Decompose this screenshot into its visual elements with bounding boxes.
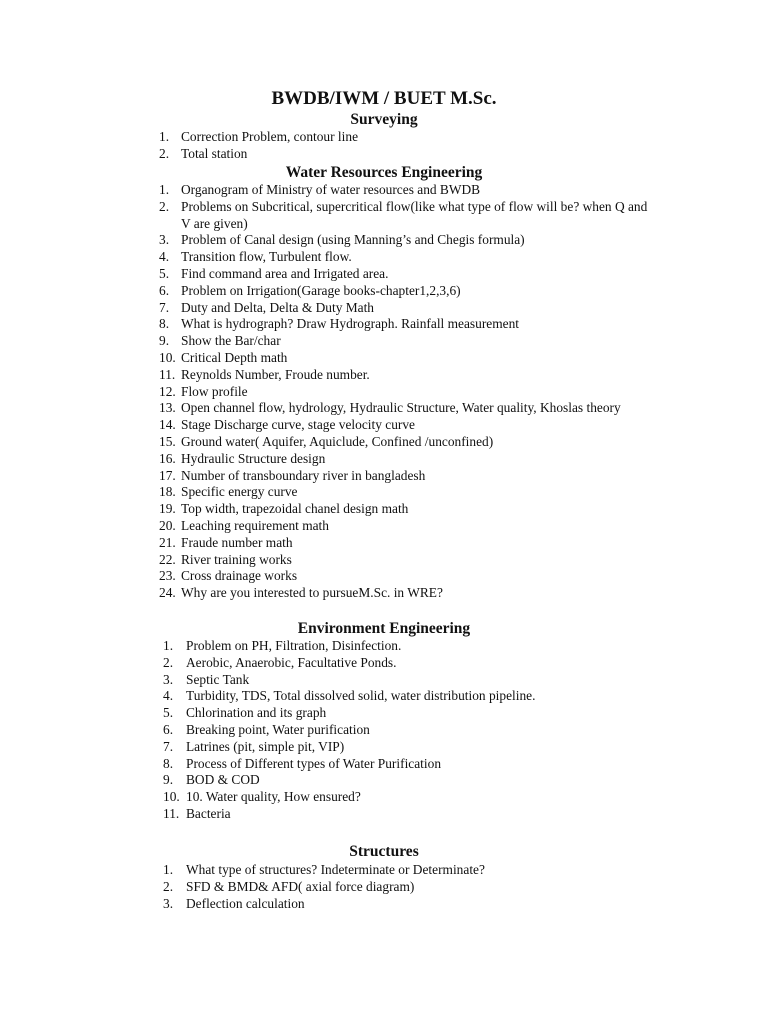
- section-heading-structures: Structures: [349, 843, 419, 860]
- item-text: Process of Different types of Water Purification: [186, 755, 442, 771]
- list-item: [159, 232, 649, 249]
- item-text: Deflection calculation: [186, 895, 305, 911]
- section-heading-environment: Environment Engineering: [297, 620, 471, 637]
- list-item: [159, 283, 649, 300]
- item-text: Aerobic, Anaerobic, Facultative Ponds.: [186, 654, 397, 670]
- list-item: [163, 722, 613, 739]
- item-text: Transition flow, Turbulent flow.: [181, 249, 352, 265]
- list-item: [159, 249, 649, 266]
- item-text: Problem on Irrigation(Garage books-chapter1,2,3,6): [181, 282, 461, 298]
- list-item: [159, 501, 649, 518]
- list-item: [159, 484, 649, 501]
- item-number: 19.: [159, 501, 176, 517]
- list-item: [163, 806, 613, 823]
- item-number: 16.: [159, 450, 176, 466]
- section-heading-water-resources: Water Resources Engineering: [285, 164, 483, 181]
- item-number: 1.: [159, 182, 170, 197]
- list-item: [159, 535, 649, 552]
- item-number: 3.: [159, 232, 170, 248]
- item-text: Show the Bar/char: [181, 333, 281, 349]
- item-number: 2.: [163, 654, 174, 670]
- item-text: Problems on Subcritical, supercritical flow(like what type of flow will be? when Q and V are given): [181, 198, 648, 231]
- item-text: Duty and Delta, Delta & Duty Math: [181, 299, 375, 315]
- list-item: [159, 333, 649, 350]
- item-text: Top width, trapezoidal chanel design math: [181, 501, 409, 517]
- item-number: 22.: [159, 551, 176, 567]
- item-number: 2.: [163, 878, 174, 894]
- item-number: 23.: [159, 568, 176, 584]
- list-item: [159, 199, 649, 233]
- item-text: Hydraulic Structure design: [181, 450, 326, 466]
- list-item: [163, 739, 613, 756]
- item-number: 7.: [159, 299, 170, 315]
- item-number: 15.: [159, 433, 176, 449]
- item-text: Why are you interested to pursueM.Sc. in WRE?: [181, 585, 443, 601]
- item-text: Open channel flow, hydrology, Hydraulic Structure, Water quality, Khoslas theory: [181, 400, 621, 416]
- item-text: Flow profile: [181, 383, 248, 399]
- list-item: [159, 552, 649, 569]
- list-item: [163, 879, 613, 896]
- item-number: 8.: [163, 755, 174, 771]
- item-text: SFD & BMD& AFD( axial force diagram): [186, 878, 415, 894]
- item-number: 14.: [159, 417, 176, 433]
- list-item: [159, 585, 649, 602]
- list-item: [159, 417, 649, 434]
- item-text: Fraude number math: [181, 534, 293, 550]
- item-number: 1.: [159, 129, 170, 144]
- item-number: 6.: [159, 282, 170, 298]
- list-item: [163, 638, 613, 655]
- list-item: [163, 896, 613, 913]
- item-text: Correction Problem, contour line: [181, 129, 359, 144]
- item-text: Turbidity, TDS, Total dissolved solid, water distribution pipeline.: [186, 688, 536, 704]
- item-number: 10.: [159, 349, 176, 365]
- item-text: What type of structures? Indeterminate or Determinate?: [186, 862, 485, 877]
- item-text: Bacteria: [186, 805, 231, 821]
- list-item: [163, 688, 613, 705]
- document-title: BWDB/IWM / BUET M.Sc.: [271, 88, 497, 109]
- item-text: 10. Water quality, How ensured?: [186, 789, 361, 805]
- item-text: Total station: [181, 145, 248, 161]
- item-number: 6.: [163, 721, 174, 737]
- item-text: Number of transboundary river in bangladesh: [181, 467, 426, 483]
- item-number: 1.: [163, 638, 174, 653]
- item-text: Leaching requirement math: [181, 517, 329, 533]
- item-number: 9.: [163, 772, 174, 788]
- item-number: 5.: [159, 265, 170, 281]
- item-text: Specific energy curve: [181, 484, 298, 500]
- item-text: BOD & COD: [186, 772, 260, 788]
- item-text: Chlorination and its graph: [186, 705, 327, 721]
- item-number: 3.: [163, 895, 174, 911]
- item-number: 12.: [159, 383, 176, 399]
- item-number: 3.: [163, 671, 174, 687]
- item-number: 2.: [159, 145, 170, 161]
- item-text: Septic Tank: [186, 671, 250, 687]
- list-item: [159, 316, 649, 333]
- structures-list: [163, 862, 613, 912]
- list-item: [159, 384, 649, 401]
- item-number: 10.: [163, 789, 180, 805]
- list-item: [159, 367, 649, 384]
- list-item: [159, 400, 649, 417]
- item-text: Organogram of Ministry of water resources and BWDB: [181, 182, 481, 197]
- list-item: [159, 300, 649, 317]
- item-number: 21.: [159, 534, 176, 550]
- item-text: Breaking point, Water purification: [186, 721, 370, 737]
- item-number: 7.: [163, 738, 174, 754]
- list-item: [163, 672, 613, 689]
- item-text: Cross drainage works: [181, 568, 298, 584]
- list-item: [163, 772, 613, 789]
- item-number: 13.: [159, 400, 176, 416]
- item-number: 5.: [163, 705, 174, 721]
- list-item: [159, 182, 649, 199]
- surveying-list: [159, 129, 649, 163]
- item-text: Stage Discharge curve, stage velocity curve: [181, 417, 415, 433]
- item-text: Problem of Canal design (using Manning’s and Chegis formula): [181, 232, 525, 248]
- section-heading-surveying: Surveying: [350, 111, 418, 128]
- list-item: [159, 129, 649, 146]
- list-item: [159, 350, 649, 367]
- list-item: [163, 789, 613, 806]
- item-number: 4.: [159, 249, 170, 265]
- item-number: 8.: [159, 316, 170, 332]
- item-number: 20.: [159, 517, 176, 533]
- water-resources-list: [159, 182, 649, 602]
- item-number: 9.: [159, 333, 170, 349]
- item-text: River training works: [181, 551, 292, 567]
- item-number: 4.: [163, 688, 174, 704]
- item-number: 24.: [159, 585, 176, 601]
- item-number: 18.: [159, 484, 176, 500]
- list-item: [159, 434, 649, 451]
- item-number: 2.: [159, 198, 170, 214]
- item-text: Reynolds Number, Froude number.: [181, 366, 370, 382]
- list-item: [159, 146, 649, 163]
- list-item: [159, 266, 649, 283]
- item-number: 1.: [163, 862, 174, 877]
- item-text: Ground water( Aquifer, Aquiclude, Confined /unconfined): [181, 433, 494, 449]
- environment-list: [163, 638, 613, 823]
- list-item: [159, 518, 649, 535]
- list-item: [163, 862, 613, 879]
- item-text: Latrines (pit, simple pit, VIP): [186, 738, 345, 754]
- item-text: What is hydrograph? Draw Hydrograph. Rainfall measurement: [181, 316, 520, 332]
- item-text: Find command area and Irrigated area.: [181, 265, 389, 281]
- list-item: [163, 655, 613, 672]
- list-item: [163, 705, 613, 722]
- item-text: Problem on PH, Filtration, Disinfection.: [186, 638, 402, 653]
- item-number: 17.: [159, 467, 176, 483]
- item-text: Critical Depth math: [181, 349, 288, 365]
- list-item: [159, 451, 649, 468]
- list-item: [159, 568, 649, 585]
- list-item: [159, 468, 649, 485]
- list-item: [163, 756, 613, 773]
- item-number: 11.: [163, 805, 180, 821]
- item-number: 11.: [159, 366, 176, 382]
